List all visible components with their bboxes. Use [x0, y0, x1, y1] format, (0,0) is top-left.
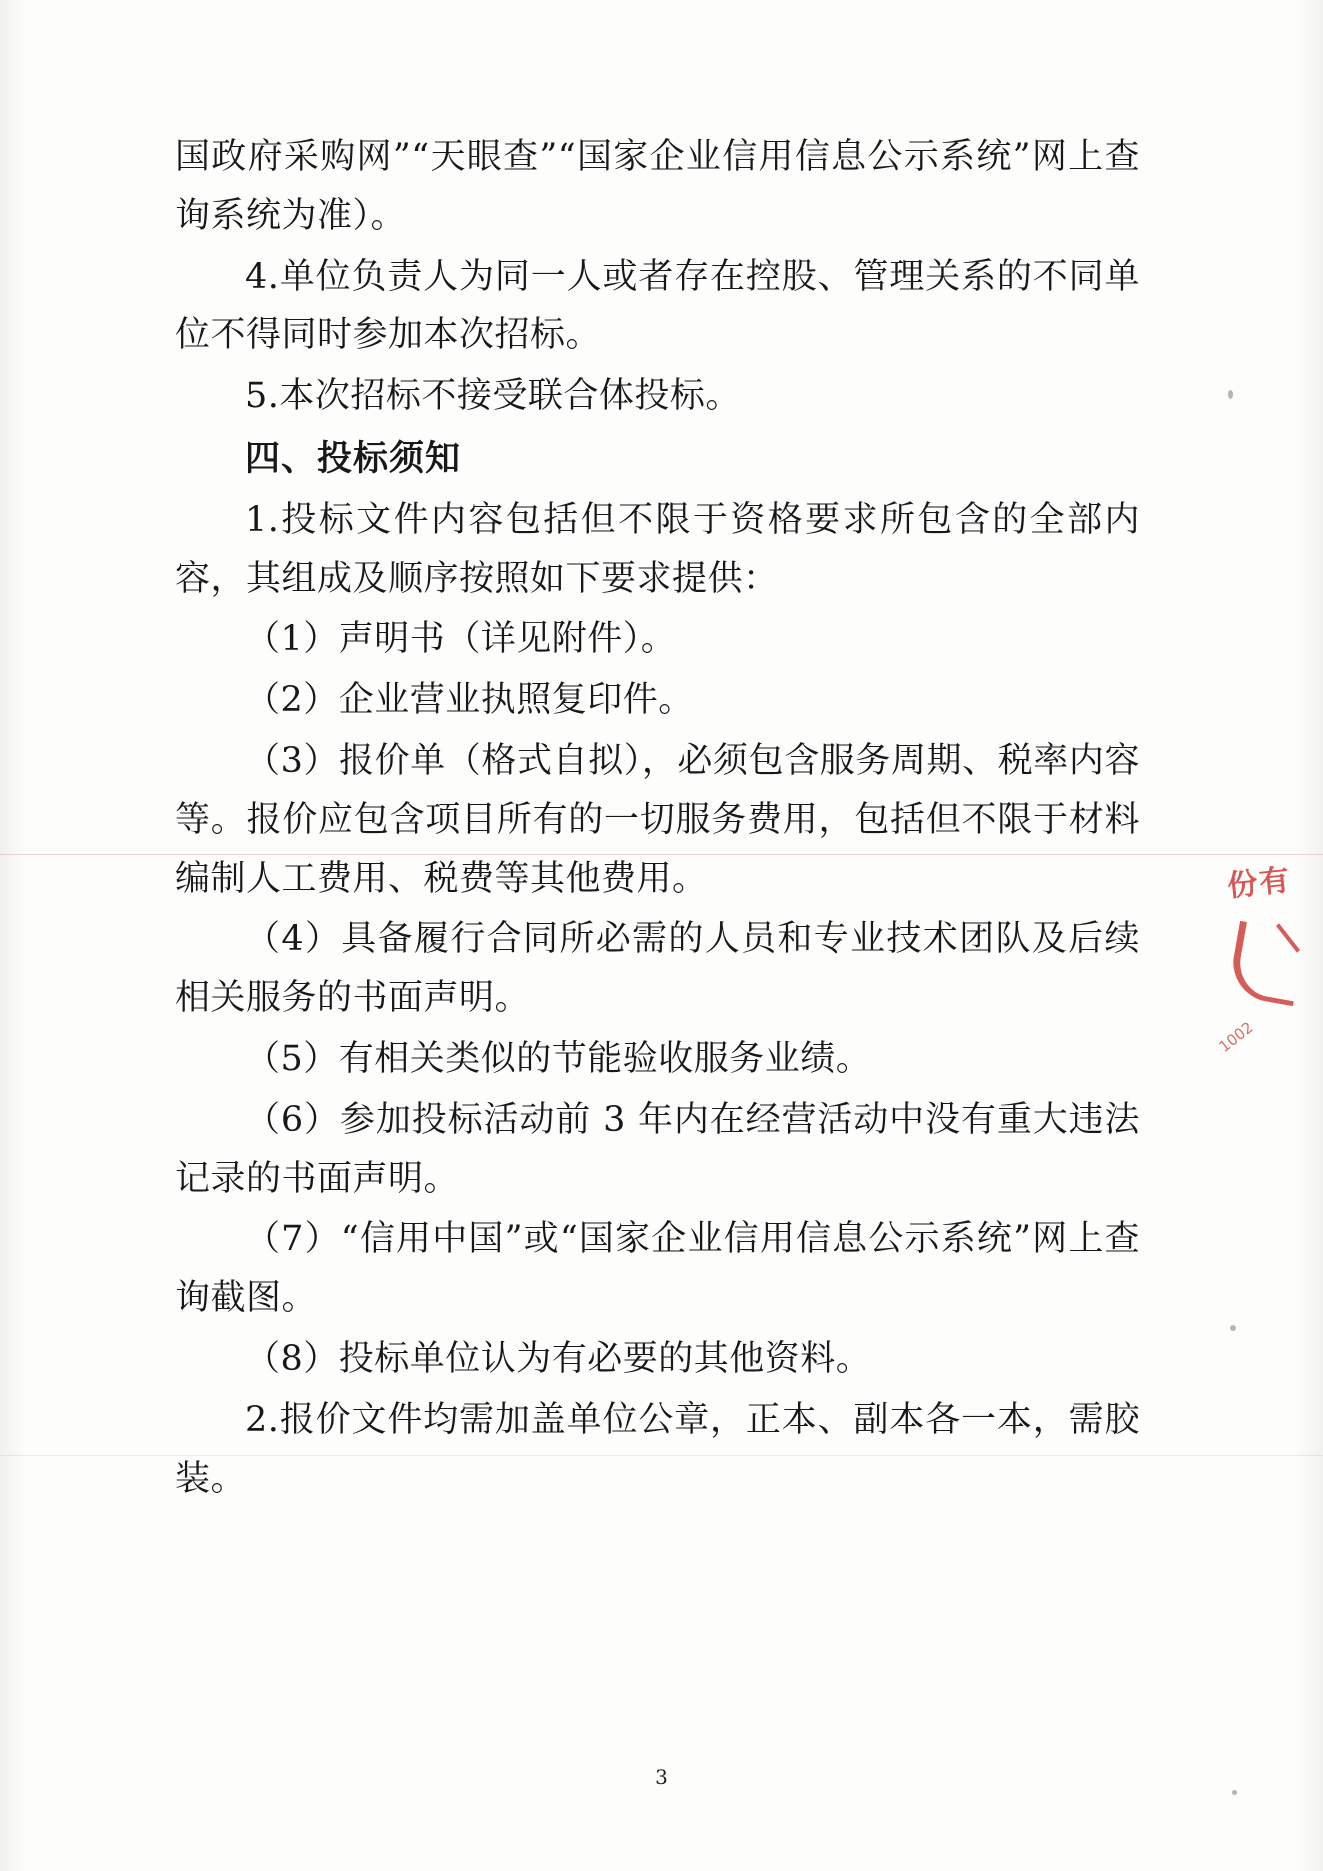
page-speck [1228, 390, 1233, 399]
list-item: （4）具备履行合同所必需的人员和专业技术团队及后续相关服务的书面声明。 [175, 919, 1140, 1019]
list-item: （6）参加投标活动前 3 年内在经营活动中没有重大违法记录的书面声明。 [175, 1099, 1140, 1199]
document-body [175, 128, 1140, 1510]
list-item: （7）“信用中国”或“国家企业信用信息公示系统”网上查询截图。 [175, 1219, 1140, 1319]
seal-code: 1002 [1215, 1018, 1257, 1056]
paragraph: 4.单位负责人为同一人或者存在控股、管理关系的不同单位不得同时参加本次招标。 [175, 256, 1140, 356]
page-speck [1230, 1325, 1236, 1331]
page-number: 3 [655, 1765, 668, 1789]
section-heading: 四、投标须知 [245, 437, 462, 479]
paragraph: 国政府采购网”“天眼查”“国家企业信用信息公示系统”网上查询系统为准）。 [175, 137, 1140, 236]
seal-text: 份有 [1225, 862, 1294, 905]
page-speck [1232, 1790, 1237, 1795]
list-item: （3）报价单（格式自拟），必须包含服务周期、税率内容等。报价应包含项目所有的一切服务费用，包括但不限于材料编制人工费用、税费等其他费用。 [175, 740, 1140, 899]
seal-stroke-icon [1276, 923, 1300, 952]
paragraph: 5.本次招标不接受联合体投标。 [245, 376, 741, 417]
page-right-shade [1293, 0, 1323, 1871]
paragraph: 1.投标文件内容包括但不限于资格要求所包含的全部内容，其组成及顺序按照如下要求提供： [175, 499, 1140, 599]
list-item: （8）投标单位认为有必要的其他资料。 [245, 1338, 872, 1379]
seal-stroke-icon [1227, 921, 1306, 1006]
list-item: （5）有相关类似的节能验收服务业绩。 [245, 1038, 872, 1079]
page-left-shade [0, 0, 26, 1871]
list-item: （2）企业营业执照复印件。 [245, 680, 694, 721]
list-item: （1）声明书（详见附件）。 [245, 619, 677, 660]
paragraph: 2.报价文件均需加盖单位公章，正本、副本各一本，需胶装。 [175, 1399, 1140, 1499]
red-company-seal [1211, 840, 1323, 1080]
